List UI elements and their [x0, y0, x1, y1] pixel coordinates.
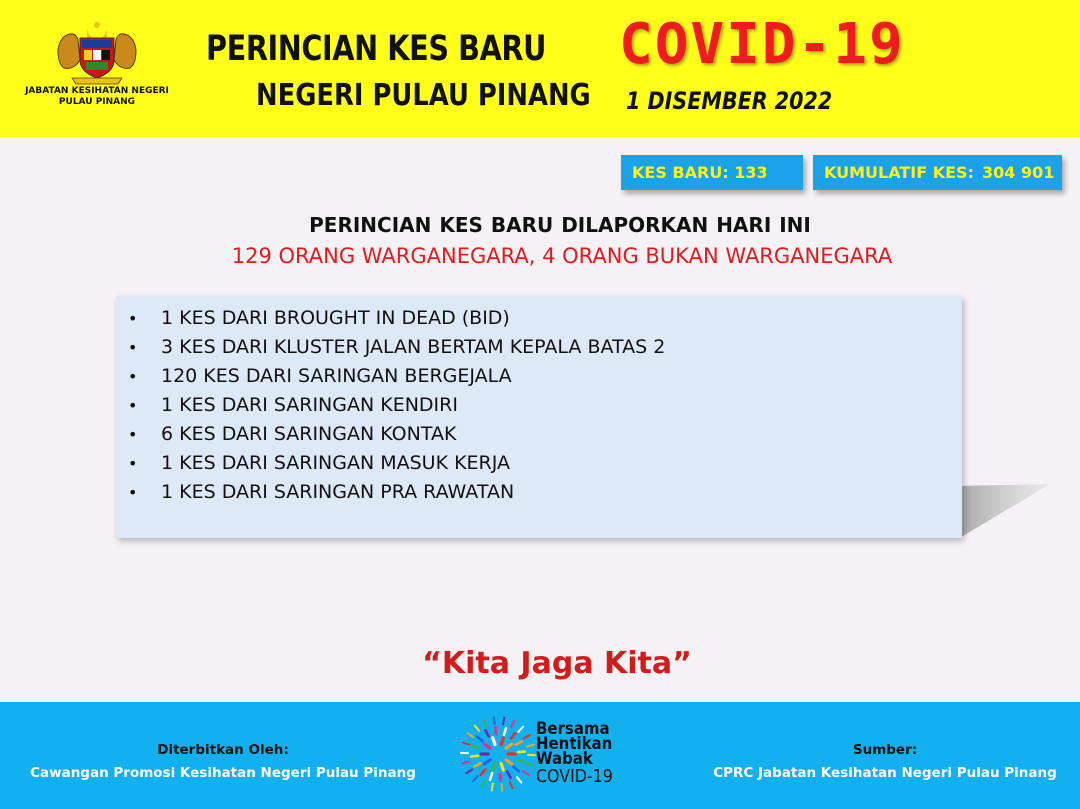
header-banner — [0, 0, 1080, 137]
bullet-icon: • — [128, 367, 138, 386]
burst-dash — [506, 760, 512, 764]
burst-dash — [481, 769, 485, 774]
burst-dash — [524, 735, 530, 739]
campaign-line-2: Hentikan — [536, 734, 613, 754]
burst-dash — [482, 781, 485, 787]
case-details-panel — [116, 296, 962, 538]
burst-dash — [475, 725, 479, 730]
source-name: CPRC Jabatan Kesihatan Negeri Pulau Pinang — [713, 765, 1057, 781]
burst-dash — [467, 733, 473, 737]
burst-dash — [513, 767, 518, 771]
burst-dash — [516, 741, 522, 744]
bullet-icon: • — [128, 454, 138, 473]
new-cases-badge — [621, 155, 803, 190]
burst-dash — [484, 760, 490, 764]
campaign-line-4: COVID-19 — [536, 766, 613, 787]
burst-dash — [527, 745, 534, 747]
list-item-text: 3 KES DARI KLUSTER JALAN BERTAM KEPALA BATAS 2 — [161, 336, 666, 358]
burst-dash — [504, 728, 506, 735]
campaign-line-3: Wabak — [536, 749, 593, 769]
bullet-icon: • — [128, 425, 138, 444]
burst-dash — [474, 763, 480, 766]
list-item — [116, 305, 665, 334]
burst-dash — [496, 727, 497, 734]
list-item-text: 6 KES DARI SARINGAN KONTAK — [161, 423, 457, 445]
burst-dash — [501, 784, 502, 791]
burst-dash — [517, 760, 524, 762]
list-item — [116, 334, 665, 363]
burst-dash — [500, 774, 501, 781]
burst-dash — [493, 738, 495, 745]
burst-dash — [492, 784, 493, 791]
burst-dash — [523, 771, 529, 775]
list-item — [116, 392, 665, 421]
burst-dash — [485, 730, 488, 736]
slogan: “Kita Jaga Kita” — [422, 646, 692, 681]
source-block — [700, 739, 1070, 785]
state-title: NEGERI PULAU PINANG — [256, 78, 591, 113]
publisher-block — [20, 739, 426, 785]
cumulative-cases-badge — [813, 155, 1062, 190]
burst-dash — [463, 743, 470, 745]
list-item — [116, 479, 665, 508]
burst-dash — [494, 717, 495, 724]
burst-dash — [501, 738, 503, 745]
footer — [0, 702, 1080, 809]
cumulative-label: KUMULATIF KES: — [824, 163, 974, 182]
burst-dash — [466, 769, 472, 773]
burst-dash — [517, 777, 521, 782]
burst-dash — [501, 764, 503, 771]
burst-dash — [490, 773, 492, 780]
publisher-name: Cawangan Promosi Kesihatan Negeri Pulau Pinang — [30, 765, 416, 781]
burst-dash — [511, 733, 515, 738]
bullet-icon: • — [128, 338, 138, 357]
department-name — [14, 86, 180, 108]
panel-shadow-decoration — [955, 478, 1055, 540]
burst-dash — [507, 772, 510, 778]
report-date: 1 DISEMBER 2022 — [626, 87, 833, 115]
source-label: Sumber: — [852, 742, 918, 758]
bullet-icon: • — [128, 309, 138, 328]
list-item-text: 1 KES DARI SARINGAN MASUK KERJA — [161, 452, 511, 474]
burst-dash — [518, 752, 525, 753]
details-subheading: 129 ORANG WARGANEGARA, 4 ORANG BUKAN WARGANEGARA — [231, 244, 893, 268]
burst-dash — [473, 776, 478, 781]
burst-dash — [484, 744, 490, 748]
publisher-label: Diterbitkan Oleh: — [157, 742, 289, 758]
list-item — [116, 450, 665, 479]
list-item — [116, 421, 665, 450]
bullet-icon: • — [128, 396, 138, 415]
list-item-text: 1 KES DARI BROUGHT IN DEAD (BID) — [161, 307, 510, 329]
list-item-text: 120 KES DARI SARINGAN BERGEJALA — [161, 365, 512, 387]
case-details-list — [116, 305, 665, 508]
burst-dash — [518, 727, 523, 732]
campaign-line-1: Bersama — [536, 719, 610, 739]
page-title: PERINCIAN KES BARU — [206, 29, 547, 69]
burst-dash — [510, 782, 513, 788]
burst-dash — [527, 763, 534, 765]
burst-dash — [471, 756, 478, 757]
burst-dash — [506, 744, 512, 748]
new-cases-text: KES BARU: 133 — [632, 163, 768, 182]
details-heading: PERINCIAN KES BARU DILAPORKAN HARI INI — [309, 213, 811, 237]
burst-dash — [503, 718, 504, 725]
campaign-logo-text — [536, 719, 613, 787]
coat-of-arms-icon — [54, 20, 140, 86]
department-line-2: PULAU PINANG — [58, 97, 136, 107]
burst-dash — [511, 721, 514, 727]
burst-dash — [477, 737, 482, 741]
department-line-1: JABATAN KESIHATAN NEGERI — [25, 86, 169, 96]
burst-dash — [484, 720, 487, 726]
covid-title: COVID-19 — [619, 12, 905, 77]
burst-dash — [472, 746, 479, 748]
campaign-burst-icon — [458, 716, 538, 792]
list-item-text: 1 KES DARI SARINGAN KENDIRI — [161, 394, 458, 416]
list-item-text: 1 KES DARI SARINGAN PRA RAWATAN — [161, 481, 515, 503]
burst-dash — [462, 762, 469, 764]
cumulative-value: 304 901 — [981, 163, 1055, 182]
bullet-icon: • — [128, 483, 138, 502]
list-item — [116, 363, 665, 392]
burst-dash — [493, 764, 495, 771]
